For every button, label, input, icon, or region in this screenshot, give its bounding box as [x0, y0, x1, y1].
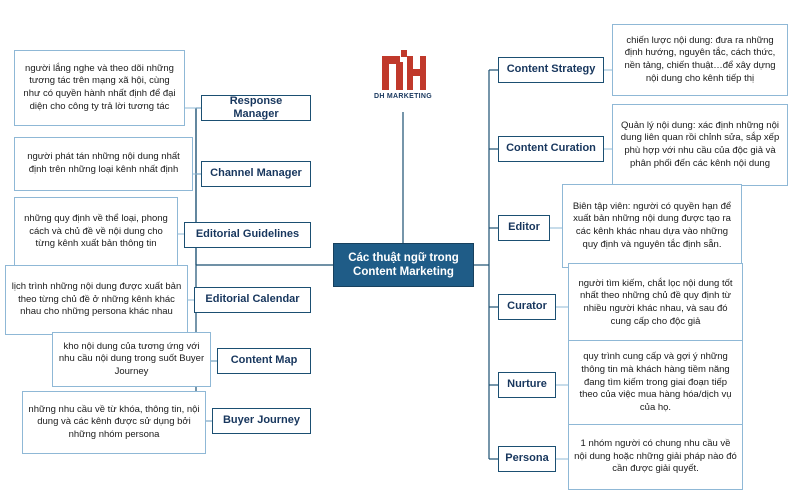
node-label: Content Strategy — [506, 63, 596, 76]
leaf-text: những nhu cầu về từ khóa, thông tin, nội dung và các kênh được sử dụng bởi những nhóm persona — [28, 403, 200, 440]
leaf-text: người tìm kiếm, chắt lọc nội dung tốt nhất theo những chủ đề quy định từ nhiều người khác nhau, và sau đó cung cấp cho độc giả — [578, 277, 733, 327]
leaf-text: người phát tán những nội dung nhất định trên những loại kênh nhất định — [27, 151, 180, 175]
node-nurture[interactable] — [498, 372, 556, 398]
node-label: Buyer Journey — [222, 414, 301, 427]
leaf-editor — [562, 184, 742, 268]
node-label: Response Manager — [229, 94, 283, 120]
leaf-text: chiến lược nội dung: đưa ra những định hướng, nguyên tắc, cách thức, nền tảng, chiến thuật…để xây dựng nội dung cho kênh tiếp thị — [624, 34, 776, 84]
leaf-channel-manager — [14, 137, 193, 191]
leaf-text: lịch trình những nội dung được xuất bản theo từng chủ đề ở những kênh khác nhau cho những persona khác nhau — [11, 281, 182, 318]
node-label: Editorial Guidelines — [195, 228, 300, 241]
node-response-manager[interactable] — [201, 95, 311, 121]
leaf-text: những quy định về thể loại, phong cách và chủ đề về nội dung cho từng kênh xuất bản thông tin — [24, 213, 168, 250]
center-topic-label: Các thuật ngữ trong Content Marketing — [348, 251, 459, 278]
node-label: Content Curation — [506, 142, 596, 155]
leaf-text: người lắng nghe và theo dõi những tương tác trên mạng xã hội, cùng như có quyền hành nhất định để đại diện cho công ty trả lời tương tác — [23, 62, 176, 112]
node-buyer-journey[interactable] — [212, 408, 311, 434]
brand-logo — [368, 50, 438, 110]
node-content-map[interactable] — [217, 348, 311, 374]
brand-name: DH MARKETING — [373, 93, 433, 100]
node-label: Nurture — [507, 378, 547, 391]
leaf-text: quy trình cung cấp và gợi ý những thông tin mà khách hàng tiềm năng đang tìm kiếm trong giai đoạn tiếp theo của việc mua hàng hóa/dịch vụ của họ. — [579, 351, 732, 413]
node-label: Curator — [507, 300, 547, 313]
node-label: Persona — [505, 452, 549, 465]
node-editorial-guidelines[interactable] — [184, 222, 311, 248]
leaf-text: kho nội dung của tương ứng với nhu cầu nội dung trong suốt Buyer Journey — [58, 340, 205, 377]
leaf-editorial-guidelines — [14, 197, 178, 267]
leaf-response-manager — [14, 50, 185, 126]
node-channel-manager[interactable] — [201, 161, 311, 187]
node-label: Editorial Calendar — [205, 293, 300, 306]
node-editorial-calendar[interactable] — [194, 287, 311, 313]
node-label: Content Map — [230, 354, 298, 367]
node-curator[interactable] — [498, 294, 556, 320]
node-content-strategy[interactable] — [498, 57, 604, 83]
node-content-curation[interactable] — [498, 136, 604, 162]
leaf-content-strategy — [612, 24, 788, 96]
leaf-editorial-calendar — [5, 265, 188, 335]
leaf-buyer-journey — [22, 391, 206, 454]
leaf-persona — [568, 424, 743, 490]
node-persona[interactable] — [498, 446, 556, 472]
leaf-nurture — [568, 340, 743, 426]
node-label: Editor — [508, 221, 540, 234]
leaf-content-curation — [612, 104, 788, 186]
node-editor[interactable] — [498, 215, 550, 241]
leaf-text: Biên tập viên: người có quyền hạn để xuất bản những nội dung được tạo ra các kênh khác nhau dựa vào những quy định và nguyên tắc định sẵn. — [572, 200, 732, 250]
leaf-content-map — [52, 332, 211, 387]
node-label: Channel Manager — [210, 167, 302, 180]
dh-logo-icon — [368, 50, 438, 92]
leaf-text: Quản lý nội dung: xác định những nội dung liên quan rồi chỉnh sửa, sắp xếp phù hợp với nhu cầu của độc giả và phân phối đến các kênh nội dung — [620, 119, 780, 169]
center-topic[interactable] — [333, 243, 474, 287]
leaf-text: 1 nhóm người có chung nhu cầu về nội dung hoặc những giải pháp nào đó cần được giải quyết. — [574, 438, 737, 475]
leaf-curator — [568, 263, 743, 343]
